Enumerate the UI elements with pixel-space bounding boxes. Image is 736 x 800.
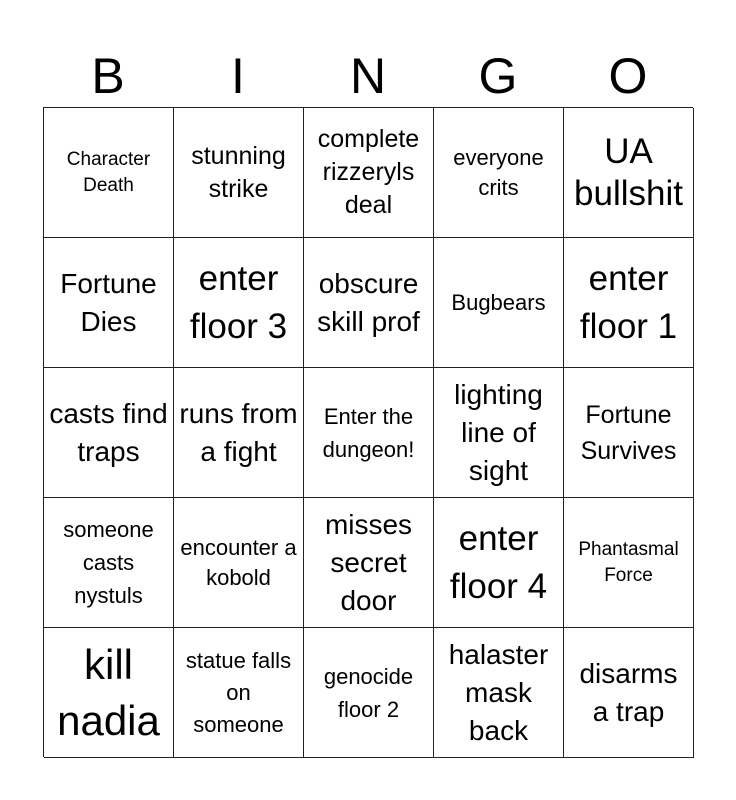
bingo-cell-text: Bugbears — [451, 289, 546, 315]
bingo-cell[interactable] — [564, 628, 694, 758]
bingo-cell-text: misses secret door — [324, 508, 413, 616]
bingo-cell[interactable] — [174, 108, 304, 238]
bingo-cell-text: everyone crits — [453, 144, 544, 200]
bingo-cell-text: UA bullshit — [574, 131, 683, 213]
bingo-cell-text: lighting line of sight — [454, 378, 543, 486]
bingo-cell-text: someone casts nystuls — [63, 517, 154, 608]
bingo-cell-text: Phantasmal Force — [578, 538, 679, 586]
bingo-cell[interactable] — [304, 108, 434, 238]
bingo-cell-text: encounter a kobold — [180, 534, 297, 590]
bingo-cell-text: enter floor 3 — [189, 258, 288, 346]
header-letter-g: G — [478, 48, 518, 104]
bingo-cell-text: complete rizzeryls deal — [317, 125, 420, 219]
bingo-cell[interactable] — [44, 498, 174, 628]
bingo-cell-text: obscure skill prof — [317, 267, 420, 337]
bingo-cell[interactable] — [304, 628, 434, 758]
bingo-card-grid — [43, 107, 693, 757]
header-letter-o: O — [608, 48, 648, 104]
bingo-header — [43, 44, 693, 108]
bingo-cell[interactable] — [564, 368, 694, 498]
bingo-cell-text: Fortune Survives — [580, 400, 677, 465]
bingo-cell-text: statue falls on someone — [185, 647, 292, 737]
bingo-cell[interactable] — [304, 368, 434, 498]
header-letter-n: N — [349, 48, 387, 104]
bingo-cell[interactable] — [44, 238, 174, 368]
bingo-cell-text: enter floor 4 — [449, 518, 548, 606]
bingo-cell[interactable] — [434, 108, 564, 238]
bingo-cell-text: Fortune Dies — [60, 267, 157, 337]
bingo-cell-text: disarms a trap — [579, 657, 678, 727]
bingo-cell[interactable] — [174, 628, 304, 758]
header-letter-b: B — [91, 48, 125, 104]
bingo-cell-text: runs from a fight — [179, 397, 298, 467]
bingo-cell[interactable] — [434, 238, 564, 368]
bingo-cell[interactable] — [174, 368, 304, 498]
header-letter-i: I — [231, 48, 245, 104]
bingo-cell[interactable] — [434, 368, 564, 498]
bingo-cell[interactable] — [564, 108, 694, 238]
bingo-cell[interactable] — [174, 238, 304, 368]
bingo-cell[interactable] — [174, 498, 304, 628]
bingo-cell[interactable] — [434, 498, 564, 628]
bingo-cell-text: casts find traps — [49, 397, 168, 467]
bingo-cell-text: Enter the dungeon! — [322, 403, 415, 462]
bingo-cell[interactable] — [564, 498, 694, 628]
bingo-cell[interactable] — [434, 628, 564, 758]
bingo-cell-text: enter floor 1 — [579, 258, 678, 346]
bingo-cell-text: genocide floor 2 — [323, 663, 414, 722]
bingo-cell[interactable] — [44, 108, 174, 238]
bingo-cell[interactable] — [44, 628, 174, 758]
bingo-cell-text: Character Death — [66, 148, 151, 196]
bingo-cell-text: halaster mask back — [448, 638, 549, 746]
bingo-cell-text: kill nadia — [57, 640, 160, 744]
bingo-cell[interactable] — [304, 498, 434, 628]
bingo-cell-text: stunning strike — [191, 141, 286, 203]
bingo-cell[interactable] — [564, 238, 694, 368]
bingo-cell[interactable] — [44, 368, 174, 498]
bingo-cell[interactable] — [304, 238, 434, 368]
